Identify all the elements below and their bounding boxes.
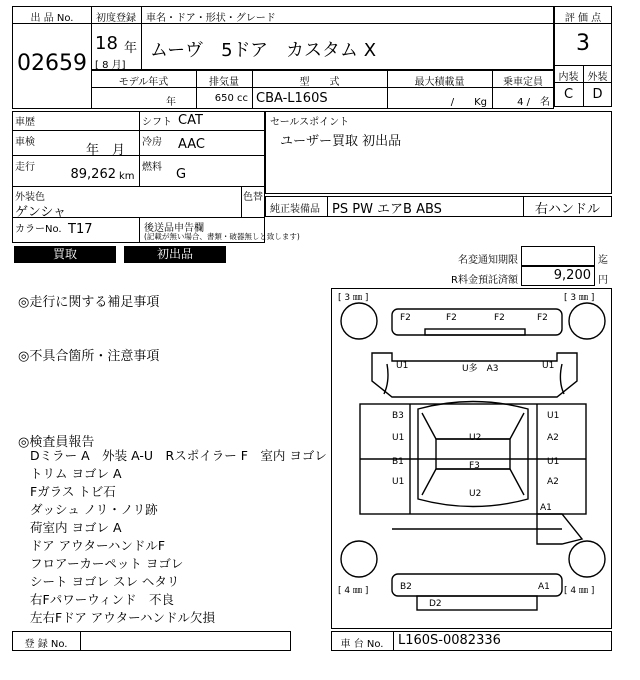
capacity-label: 乗車定員: [503, 77, 543, 88]
inspection-value: 年 月: [86, 143, 126, 158]
rear-bumper: [392, 574, 562, 596]
ext-color-value: ゲンシャ: [15, 205, 67, 220]
name-change-box: [521, 246, 595, 266]
tire-front-left: [341, 303, 377, 339]
chassis-label: 車 台 No.: [340, 639, 384, 650]
first-reg-month: [ 8 月]: [95, 60, 126, 71]
inspector-line: Dミラー A 外装 A-U Rスポイラー F 室内 ヨゴレ: [30, 448, 327, 463]
inspector-line: ドア アウターハンドルF: [30, 538, 166, 553]
name-change-label: 名変通知期限: [458, 255, 518, 266]
left-fender-mark: U1: [396, 361, 409, 371]
rear-bumper-left-mark: B2: [400, 582, 412, 592]
inspection-label: 車検: [15, 137, 35, 148]
score-label: 評 価 点: [564, 13, 602, 24]
tire-rr-depth: [ 4 ㎜ ]: [564, 586, 595, 596]
left-front-door-mark: U1: [392, 433, 405, 443]
first-reg-year: 18: [95, 33, 118, 54]
ext-color-label: 外装色: [15, 192, 45, 203]
max-load-label: 最大積載量: [414, 77, 465, 88]
right-front-door-mark: A2: [547, 433, 559, 443]
inspector-line: Fガラス トビ石: [30, 484, 116, 499]
year-unit: 年: [124, 41, 138, 56]
capacity-value: 4 / 名: [517, 97, 550, 108]
car-diagram-drawing: [332, 289, 611, 628]
tire-rl-depth: [ 4 ㎜ ]: [338, 586, 369, 596]
fuel-value: G: [176, 167, 187, 182]
mileage-unit: km: [119, 171, 135, 182]
chassis-value: L160S-0082336: [398, 633, 501, 648]
tire-front-right: [569, 303, 605, 339]
color-change-label: 色替: [243, 192, 263, 203]
inspector-line: 右Fパワーウィンド 不良: [30, 592, 174, 607]
type-value: CBA-L160S: [256, 91, 328, 106]
equipment-label: 純正装備品: [270, 204, 320, 215]
inspector-label: ◎検査員報告: [18, 435, 95, 450]
right-front-door-mark: U1: [547, 411, 560, 421]
tire-fl-depth: [ 3 ㎜ ]: [338, 293, 369, 303]
interior-grade: C: [563, 87, 574, 102]
mileage-label: 走行: [15, 162, 35, 173]
right-quarter-mark: A1: [540, 503, 552, 513]
type-label: 型 式: [299, 77, 340, 88]
rear-glass-mark: U2: [469, 489, 482, 499]
roof-mark: F3: [469, 461, 480, 471]
tag-first-listing: 初出品: [124, 246, 226, 263]
steering-value: 右ハンドル: [534, 202, 600, 217]
interior-label: 内装: [558, 72, 579, 83]
equipment-items: PS PW エアB ABS: [332, 202, 442, 217]
post-doc-note: (記載が無い場合、書類・破器無しと致します): [144, 232, 300, 241]
score-value: 3: [576, 31, 590, 56]
shift-label: シフト: [142, 117, 172, 128]
ac-value: AAC: [178, 137, 205, 152]
model-year-unit: 年: [166, 97, 176, 108]
front-bumper-mark: F2: [537, 313, 548, 323]
front-bumper-mark: F2: [446, 313, 457, 323]
recycle-unit: 円: [598, 275, 608, 286]
driving-notes-label: ◎走行に関する補足事項: [18, 295, 160, 310]
hood-mark: U多 A3: [462, 364, 499, 374]
inspector-line: フロアーカーペット ヨゴレ: [30, 556, 184, 571]
inspector-report: [30, 447, 327, 627]
name-change-unit: 迄: [598, 255, 608, 266]
history-label: 車歴: [15, 117, 35, 128]
right-rear-door-mark: A2: [547, 477, 559, 487]
inspector-line: ダッシュ ノリ・ノリ跡: [30, 502, 158, 517]
right-rear-door-mark: U1: [547, 457, 560, 467]
first-reg-label: 初度登録: [96, 13, 136, 24]
lot-number: 02659: [17, 51, 87, 76]
shift-value: CAT: [178, 113, 203, 128]
recycle-value: 9,200: [553, 268, 591, 283]
left-front-door-mark: B3: [392, 411, 404, 421]
displacement-value: 650 cc: [214, 93, 248, 104]
right-fender-mark: U1: [542, 361, 555, 371]
car-name: ムーヴ 5ドア カスタム X: [150, 40, 377, 61]
reg-no-label: 登 録 No.: [24, 639, 68, 650]
recycle-label: R料金預託済額: [451, 275, 518, 286]
tag-buyback: 買取: [14, 246, 116, 263]
displacement-label: 排気量: [209, 77, 239, 88]
windshield-mark: U2: [469, 433, 482, 443]
post-doc-label: 後送品申告欄: [144, 223, 204, 234]
left-rear-door-mark: B1: [392, 457, 404, 467]
fuel-label: 燃料: [142, 162, 162, 173]
rear-bumper-right-mark: A1: [538, 582, 550, 592]
car-name-label: 車名・ドア・形状・グレード: [146, 13, 276, 24]
hood: [372, 353, 577, 397]
defects-label: ◎不具合箇所・注意事項: [18, 349, 160, 364]
inspector-line: トリム ヨゴレ A: [30, 466, 122, 481]
color-no-label: カラーNo.: [15, 224, 62, 235]
tire-rear-left: [341, 541, 377, 577]
car-diagram: [331, 288, 612, 629]
max-load-value: / Kg: [450, 97, 487, 108]
tire-rear-right: [569, 541, 605, 577]
exterior-grade: D: [592, 87, 603, 102]
front-bumper-mark: F2: [400, 313, 411, 323]
exterior-label: 外装: [587, 72, 608, 83]
inspector-line: シート ヨゴレ スレ ヘタリ: [30, 574, 180, 589]
left-rear-door-mark: U1: [392, 477, 405, 487]
sales-point-label: セールスポイント: [270, 117, 350, 128]
rear-panel-mark: D2: [429, 599, 442, 609]
inspector-line: 荷室内 ヨゴレ A: [30, 520, 122, 535]
model-year-label: モデル年式: [118, 77, 169, 88]
color-no-value: T17: [68, 222, 93, 237]
lot-label: 出 品 No.: [30, 13, 74, 24]
inspector-line: 左右Fドア アウターハンドル欠損: [30, 610, 216, 625]
front-bumper-mark: F2: [494, 313, 505, 323]
sales-point-text: ユーザー買取 初出品: [280, 134, 402, 149]
mileage-value: 89,262: [70, 167, 116, 182]
tire-fr-depth: [ 3 ㎜ ]: [564, 293, 595, 303]
ac-label: 冷房: [142, 137, 162, 148]
